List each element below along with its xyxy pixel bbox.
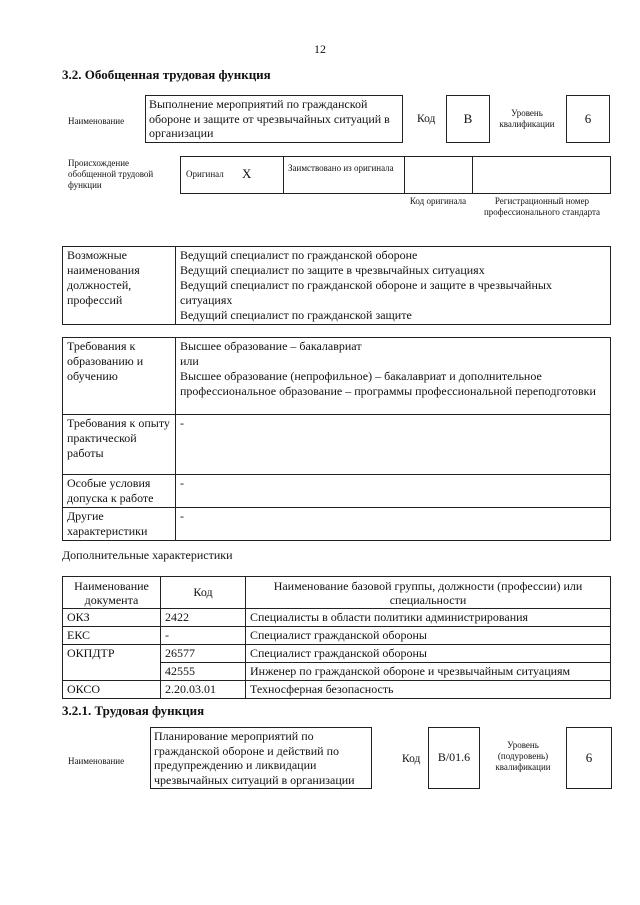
positions-label: Возможные наименования должностей, профессий: [63, 247, 176, 325]
row-doc: ОКПДТР: [63, 645, 161, 681]
level-label: Уровень квалификации: [499, 108, 555, 129]
education-label: Требования к образованию и обучению: [63, 338, 176, 415]
borrowed-label: Заимствовано из оригинала: [288, 163, 394, 173]
position-item: Ведущий специалист по гражданской защите: [180, 308, 412, 322]
level-value: 6: [584, 111, 592, 126]
subsection-title: 3.2.1. Трудовая функция: [62, 703, 205, 718]
row-code: 26577: [161, 645, 246, 663]
additional-title: Дополнительные характеристики: [62, 548, 233, 562]
education-line: или: [180, 354, 199, 368]
row-code: 42555: [161, 663, 246, 681]
row-doc: ОКЗ: [63, 609, 161, 627]
origin-label: Происхождение обобщенной трудовой функции: [68, 158, 154, 190]
other-value: -: [176, 508, 611, 541]
tf-level-label: Уровень (подуровень) квалификации: [495, 740, 551, 772]
education-cell: [176, 338, 611, 415]
position-item: Ведущий специалист по гражданской обороне: [180, 248, 418, 262]
tf-code-label: Код: [402, 753, 421, 765]
code-label: Код: [417, 113, 436, 125]
row-name: Специалист гражданской обороны: [246, 627, 611, 645]
table-row: [63, 681, 611, 699]
header-doc: Наименование документа: [63, 577, 161, 609]
section-title: 3.2. Обобщенная трудовая функция: [62, 67, 271, 82]
original-label: Оригинал: [186, 169, 224, 179]
special-value: -: [176, 475, 611, 508]
tf-name-label: Наименование: [68, 756, 125, 766]
education-line: Высшее образование – бакалавриат: [180, 339, 362, 353]
row-code: -: [161, 627, 246, 645]
tf-name-value: Планирование мероприятий по гражданской обороне и действий по предупреждению и ликвидации чрезвычайных ситуаций в организации: [154, 729, 355, 787]
row-name: Специалисты в области политики администрирования: [246, 609, 611, 627]
header-code: Код: [161, 577, 246, 609]
header-name: Наименование базовой группы, должности (профессии) или специальности: [246, 577, 611, 609]
additional-table: [62, 576, 611, 699]
original-mark: X: [242, 166, 252, 181]
positions-cell: [176, 247, 611, 325]
requirements-table: [62, 337, 611, 541]
table-row: [63, 627, 611, 645]
name-value: Выполнение мероприятий по гражданской обороне и защите от чрезвычайных ситуаций в организации: [149, 97, 390, 140]
tf-level-value: 6: [585, 750, 593, 765]
table-row: [63, 609, 611, 627]
row-doc: ОКСО: [63, 681, 161, 699]
row-name: Техносферная безопасность: [246, 681, 611, 699]
position-item: Ведущий специалист по гражданской обороне и защите в чрезвычайных ситуациях: [180, 278, 552, 307]
row-code: 2.20.03.01: [161, 681, 246, 699]
page-number: 12: [314, 42, 326, 56]
row-name: Специалист гражданской обороны: [246, 645, 611, 663]
other-label: Другие характеристики: [63, 508, 176, 541]
row-code: 2422: [161, 609, 246, 627]
row-name: Инженер по гражданской обороне и чрезвычайным ситуациям: [246, 663, 611, 681]
tf-code-value: B/01.6: [437, 750, 471, 764]
education-line: Высшее образование (непрофильное) – бакалавриат и дополнительное профессиональное образование – программы профессиональной переподготовки: [180, 369, 596, 398]
row-doc: ЕКС: [63, 627, 161, 645]
experience-value: -: [176, 415, 611, 475]
special-label: Особые условия допуска к работе: [63, 475, 176, 508]
table-row: [63, 645, 611, 663]
code-original-label: Код оригинала: [409, 196, 467, 206]
positions-table: [62, 246, 611, 325]
name-label: Наименование: [68, 116, 125, 126]
experience-label: Требования к опыту практической работы: [63, 415, 176, 475]
position-item: Ведущий специалист по защите в чрезвычайных ситуациях: [180, 263, 485, 277]
reg-number-label: Регистрационный номер профессионального стандарта: [483, 196, 601, 217]
code-value: B: [463, 111, 473, 126]
